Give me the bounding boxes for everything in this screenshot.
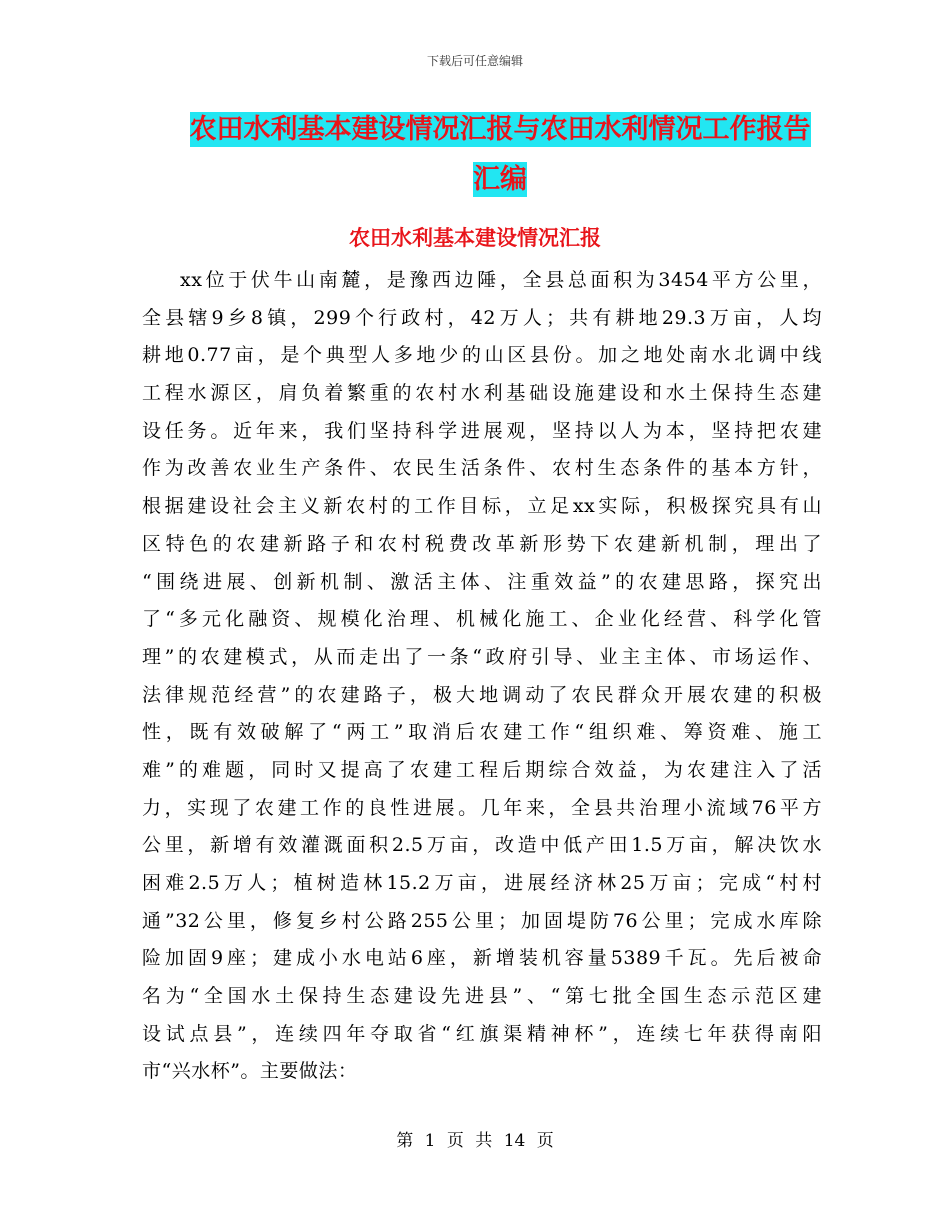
body-line: “围绕进展、创新机制、激活主体、注重效益”的农建思路，探究出 (142, 570, 822, 593)
body-line: 名为“全国水土保持生态建设先进县”、“第七批全国生态示范区建 (142, 985, 822, 1008)
body-line: 设试点县”，连续四年夺取省“红旗渠精神杯”，连续七年获得南阳 (142, 1022, 822, 1045)
body-line: 通”32公里，修复乡村公路255公里；加固堤防76公里；完成水库除 (142, 909, 822, 932)
section-title: 农田水利基本建设情况汇报 (349, 226, 601, 250)
body-line: 工程水源区，肩负着繁重的农村水利基础设施建设和水土保持生态建 (142, 382, 822, 405)
document-title (150, 105, 850, 205)
body-line: 理”的农建模式，从而走出了一条“政府引导、业主主体、市场运作、 (142, 645, 822, 668)
title-line-1: 农田水利基本建设情况汇报与农田水利情况工作报告 (189, 114, 811, 145)
body-line: 全县辖9乡8镇，299个行政村，42万人；共有耕地29.3万亩，人均 (142, 306, 822, 329)
body-paragraph (142, 262, 822, 1091)
title-line-2: 汇编 (473, 164, 527, 195)
body-line: 困难2.5万人；植树造林15.2万亩，进展经济林25万亩；完成“村村 (142, 872, 822, 894)
body-line: 市“兴水杯”。主要做法： (142, 1060, 358, 1083)
body-line: 根据建设社会主义新农村的工作目标，立足xx实际，积极探究具有山 (142, 495, 822, 518)
body-line: xx位于伏牛山南麓，是豫西边陲，全县总面积为3454平方公里， (180, 269, 822, 291)
header-note: 下载后可任意编辑 (426, 54, 523, 68)
body-line: 了“多元化融资、规模化治理、机械化施工、企业化经营、科学化管 (142, 608, 822, 631)
body-line: 作为改善农业生产条件、农民生活条件、农村生态条件的基本方针， (142, 457, 822, 480)
body-line: 难”的难题，同时又提高了农建工程后期综合效益，为农建注入了活 (142, 758, 822, 781)
page-footer: 第 1 页 共 14 页 (396, 1131, 554, 1151)
body-line: 力，实现了农建工作的良性进展。几年来，全县共治理小流域76平方 (142, 796, 822, 819)
body-line: 公里，新增有效灌溉面积2.5万亩，改造中低产田1.5万亩，解决饮水 (142, 834, 822, 857)
body-line: 耕地0.77亩，是个典型人多地少的山区县份。加之地处南水北调中线 (142, 344, 822, 367)
body-line: 区特色的农建新路子和农村税费改革新形势下农建新机制，理出了 (142, 532, 822, 555)
body-line: 性，既有效破解了“两工”取消后农建工作“组织难、筹资难、施工 (142, 721, 822, 744)
body-line: 设任务。近年来，我们坚持科学进展观，坚持以人为本，坚持把农建 (142, 419, 822, 442)
body-line: 法律规范经营”的农建路子，极大地调动了农民群众开展农建的积极 (142, 683, 822, 706)
body-line: 险加固9座；建成小水电站6座，新增装机容量5389千瓦。先后被命 (142, 947, 822, 970)
